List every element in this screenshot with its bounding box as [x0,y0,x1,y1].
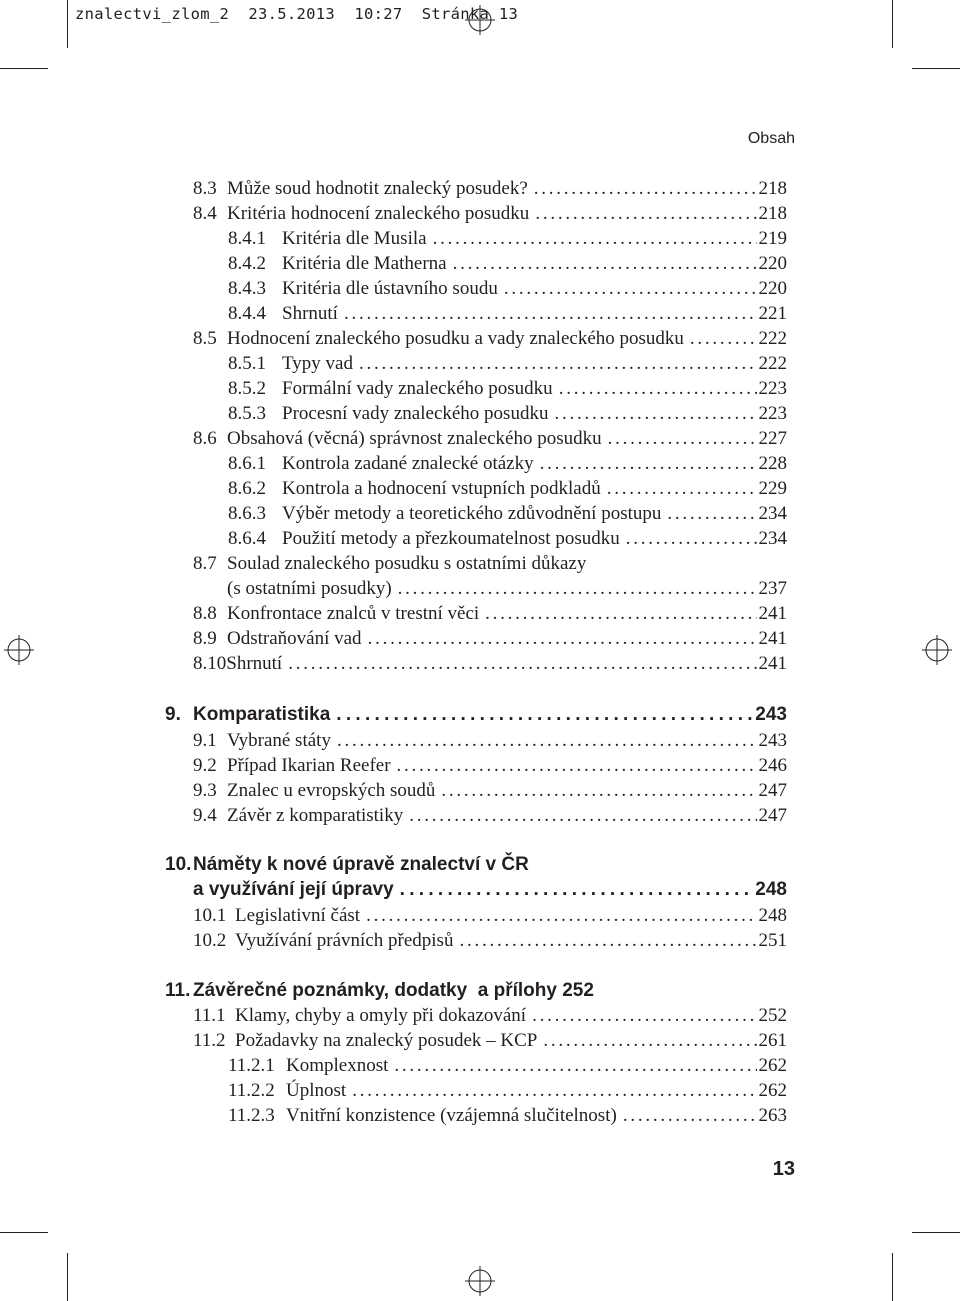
entry-title: Případ Ikarian Reefer [227,755,391,776]
dot-leader [397,755,757,777]
dot-leader [453,253,757,275]
dot-leader [344,303,757,325]
toc-entry-8-7-line2 [227,578,787,600]
entry-title: Znalec u evropských soudů [227,780,436,801]
entry-number: 8.4 [193,203,217,224]
entry-number: 8.6.1 [228,453,266,474]
toc-entry-8-9 [193,628,787,650]
toc-entry-8-4-2 [228,253,787,275]
entry-page: 241 [758,628,787,649]
toc-chapter-10-line1 [165,854,529,876]
registration-mark-left-icon [4,635,34,665]
entry-number: 8.6 [193,428,217,449]
entry-page: 247 [758,805,787,826]
entry-page: 234 [758,503,787,524]
entry-number: 11.2.1 [228,1055,275,1076]
entry-page: 222 [758,328,787,349]
entry-title: Kritéria dle Matherna [282,253,447,274]
slug-file: znalectvi_zlom_2 [75,5,230,23]
entry-number: 11.1 [193,1005,226,1026]
dot-leader [459,930,756,952]
dot-leader [543,1030,756,1052]
entry-title: Vnitřní konzistence (vzájemná slučitelnost) [286,1105,617,1126]
entry-page: 219 [758,228,787,249]
crop-mark-top-right [892,0,893,48]
entry-page: 222 [758,353,787,374]
toc-entry-11-2-1 [228,1055,787,1077]
dot-leader [623,1105,757,1127]
chapter-title: Komparatistika [193,704,331,725]
entry-number: 10.1 [193,905,227,926]
toc-entry-8-10 [193,653,787,675]
entry-page: 227 [758,428,787,449]
dot-leader [535,203,756,225]
registration-mark-top-icon [465,5,495,35]
entry-title: Odstraňování vad [227,628,362,649]
toc-entry-11-2 [193,1030,787,1052]
dot-leader [485,603,756,625]
toc-entry-8-8 [193,603,787,625]
toc-entry-8-7-line1 [193,553,586,575]
crop-mark-top-left [67,0,68,48]
toc-entry-9-4 [193,805,787,827]
toc-entry-8-4-3 [228,278,787,300]
crop-mark-bottom-right [892,1253,893,1301]
entry-title: Hodnocení znaleckého posudku a vady znaleckého posudku [227,328,684,349]
dot-leader [433,228,757,250]
chapter-number: 9. [165,704,181,725]
dot-leader [337,730,757,752]
entry-page: 218 [758,178,787,199]
entry-title: Obsahová (věcná) správnost znaleckého posudku [227,428,602,449]
entry-title: Vybrané státy [227,730,331,751]
entry-number: 11.2 [193,1030,226,1051]
entry-title: Shrnutí [226,653,283,674]
entry-title: Legislativní část [235,905,361,926]
entry-title: Komplexnost [286,1055,389,1076]
entry-page: 237 [758,578,787,599]
toc-entry-8-5-1 [228,353,787,375]
dot-leader [336,704,753,726]
entry-page: 223 [758,378,787,399]
crop-mark-bottom-left [67,1253,68,1301]
dot-leader [626,528,757,550]
entry-page: 220 [758,253,787,274]
dot-leader [534,178,757,200]
entry-number: 8.6.3 [228,503,266,524]
chapter-page: 252 [562,980,594,1001]
toc-entry-8-5-3 [228,403,787,425]
entry-number: 8.5.2 [228,378,266,399]
toc-entry-8-6-2 [228,478,787,500]
entry-title: Soulad znaleckého posudku s ostatními důkazy [227,553,587,574]
entry-page: 220 [758,278,787,299]
dot-leader [288,653,756,675]
toc-entry-11-2-3 [228,1105,787,1127]
toc-entry-8-6 [193,428,787,450]
entry-page: 223 [758,403,787,424]
toc-entry-9-2 [193,755,787,777]
dot-leader [559,378,757,400]
entry-page: 248 [758,905,787,926]
slug-time: 10:27 [354,5,403,23]
entry-page: 241 [758,653,787,674]
entry-page: 218 [758,203,787,224]
dot-leader [398,578,757,600]
dot-leader [607,478,757,500]
dot-leader [400,879,754,901]
registration-mark-right-icon [922,635,952,665]
chapter-title: Náměty k nové úpravě znalectví v ČR [193,854,529,875]
entry-title: Kontrola zadané znalecké otázky [282,453,534,474]
entry-number: 8.5 [193,328,217,349]
toc-entry-9-1 [193,730,787,752]
entry-title-continued: (s ostatními posudky) [227,578,392,599]
entry-number: 8.5.3 [228,403,266,424]
entry-number: 8.6.2 [228,478,266,499]
entry-page: 229 [758,478,787,499]
page-number: 13 [772,1158,795,1180]
entry-number: 8.5.1 [228,353,266,374]
toc-entry-8-6-3 [228,503,787,525]
entry-title: Procesní vady znaleckého posudku [282,403,549,424]
entry-title: Úplnost [286,1080,347,1101]
running-head: Obsah [747,130,795,147]
entry-number: 8.8 [193,603,217,624]
entry-number: 11.2.3 [228,1105,275,1126]
entry-page: 263 [758,1105,787,1126]
entry-title: Konfrontace znalců v trestní věci [227,603,480,624]
dot-leader [690,328,757,350]
entry-title: Může soud hodnotit znalecký posudek? [227,178,528,199]
entry-number: 9.3 [193,780,217,801]
entry-number: 10.2 [193,930,227,951]
dot-leader [368,628,757,650]
entry-number: 8.7 [193,553,217,574]
entry-page: 246 [758,755,787,776]
entry-page: 243 [758,730,787,751]
entry-number: 8.4.1 [228,228,266,249]
entry-title: Použití metody a přezkoumatelnost posudku [282,528,620,549]
entry-title: Klamy, chyby a omyly při dokazování [235,1005,527,1026]
dot-leader [608,428,757,450]
dot-leader [504,278,757,300]
entry-page: 228 [758,453,787,474]
chapter-number: 10. [165,854,192,875]
entry-page: 262 [758,1055,787,1076]
entry-page: 252 [758,1005,787,1026]
chapter-title: Závěrečné poznámky, dodatky a přílohy [193,980,557,1001]
dot-leader [554,403,756,425]
entry-page: 221 [758,303,787,324]
dot-leader [441,780,756,802]
toc-entry-10-1 [193,905,787,927]
entry-title: Využívání právních předpisů [235,930,454,951]
entry-number: 8.4.2 [228,253,266,274]
dot-leader [540,453,757,475]
dot-leader [359,353,757,375]
crop-mark-right-top [912,68,960,69]
entry-title: Výběr metody a teoretického zdůvodnění postupu [282,503,662,524]
toc-entry-11-2-2 [228,1080,787,1102]
toc-entry-8-3 [193,178,787,200]
print-slug [75,5,518,23]
dot-leader [352,1080,756,1102]
slug-page-label: Stránka 13 [421,5,519,23]
entry-title: Kontrola a hodnocení vstupních podkladů [282,478,601,499]
toc-entry-8-5 [193,328,787,350]
toc-entry-8-6-1 [228,453,787,475]
toc-chapter-9 [165,704,787,726]
entry-page: 247 [758,780,787,801]
entry-title: Formální vady znaleckého posudku [282,378,553,399]
entry-number: 8.6.4 [228,528,266,549]
entry-number: 9.2 [193,755,217,776]
entry-number: 8.10 [193,653,227,674]
slug-date: 23.5.2013 [248,5,336,23]
entry-page: 234 [758,528,787,549]
entry-title: Shrnutí [282,303,338,324]
toc-entry-8-4 [193,203,787,225]
entry-page: 261 [758,1030,787,1051]
toc-entry-10-2 [193,930,787,952]
entry-number: 9.1 [193,730,217,751]
dot-leader [667,503,756,525]
entry-number: 9.4 [193,805,217,826]
dot-leader [394,1055,756,1077]
entry-number: 8.4.4 [228,303,266,324]
chapter-page: 248 [755,879,787,900]
entry-title: Závěr z komparatistiky [227,805,404,826]
chapter-title-continued: a využívání její úpravy [193,879,394,900]
entry-page: 262 [758,1080,787,1101]
entry-title: Kritéria hodnocení znaleckého posudku [227,203,530,224]
toc-entry-8-6-4 [228,528,787,550]
toc-entry-8-5-2 [228,378,787,400]
toc-chapter-10-line2 [193,879,787,901]
toc-entry-11-1 [193,1005,787,1027]
entry-title: Požadavky na znalecký posudek – KCP [235,1030,538,1051]
dot-leader [366,905,756,927]
entry-page: 251 [758,930,787,951]
toc-entry-8-4-4 [228,303,787,325]
chapter-page: 243 [755,704,787,725]
chapter-number: 11. [165,980,191,1001]
registration-mark-bottom-icon [465,1266,495,1296]
dot-leader [532,1005,756,1027]
crop-mark-left-top [0,68,48,69]
entry-title: Typy vad [282,353,353,374]
entry-title: Kritéria dle ústavního soudu [282,278,498,299]
entry-number: 8.4.3 [228,278,266,299]
entry-number: 8.3 [193,178,217,199]
entry-number: 8.9 [193,628,217,649]
dot-leader [409,805,756,827]
toc-chapter-11 [165,980,594,1002]
toc-entry-9-3 [193,780,787,802]
toc-entry-8-4-1 [228,228,787,250]
entry-number: 11.2.2 [228,1080,275,1101]
crop-mark-right-bottom [912,1232,960,1233]
entry-page: 241 [758,603,787,624]
entry-title: Kritéria dle Musila [282,228,427,249]
crop-mark-left-bottom [0,1232,48,1233]
